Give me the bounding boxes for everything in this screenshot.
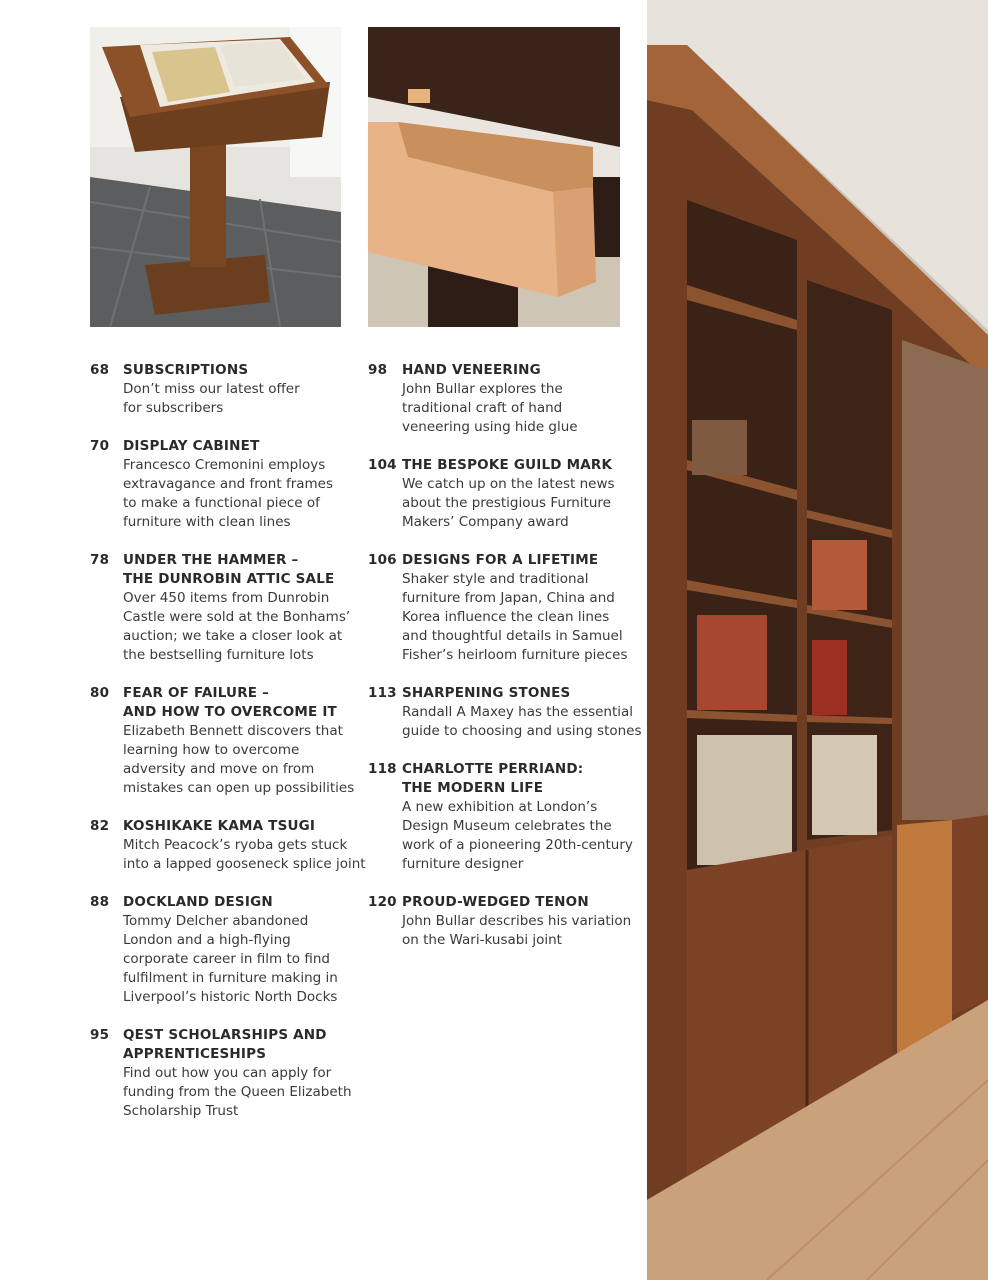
entry-spacer xyxy=(90,665,345,684)
article-title: FEAR OF FAILURE – xyxy=(123,685,270,701)
article-description: John Bullar explores the xyxy=(402,381,563,397)
article-description: Don’t miss our latest offer xyxy=(123,381,300,397)
article-description: We catch up on the latest news xyxy=(402,476,615,492)
entry-body xyxy=(402,893,631,950)
article-description: traditional craft of hand xyxy=(402,400,563,416)
article-title: PROUD-WEDGED TENON xyxy=(402,894,589,910)
article-description: corporate career in film to find xyxy=(123,951,330,967)
contents-entry[interactable] xyxy=(90,1026,352,1121)
article-description: Liverpool’s historic North Docks xyxy=(123,989,338,1005)
article-title: DOCKLAND DESIGN xyxy=(123,894,273,910)
contents-entry[interactable] xyxy=(368,361,626,437)
article-description: extravagance and front frames xyxy=(123,476,334,492)
article-description: guide to choosing and using stones xyxy=(402,723,642,739)
contents-entry[interactable] xyxy=(90,684,355,798)
contents-entry[interactable] xyxy=(368,684,642,741)
entry-spacer xyxy=(368,665,626,684)
article-description: adversity and move on from xyxy=(123,761,315,777)
entry-spacer xyxy=(368,874,626,893)
entry-spacer xyxy=(368,741,626,760)
entry-body xyxy=(402,361,626,437)
article-description: Randall A Maxey has the essential xyxy=(402,704,634,720)
contents-entry[interactable] xyxy=(90,551,351,665)
contents-entry[interactable] xyxy=(90,893,345,1007)
article-title: SHARPENING STONES xyxy=(402,685,571,701)
article-description: Castle were sold at the Bonhams’ xyxy=(123,609,351,625)
article-description: furniture designer xyxy=(402,856,524,872)
article-description: A new exhibition at London’s xyxy=(402,799,598,815)
page-number: 118 xyxy=(368,761,397,777)
article-title: SUBSCRIPTIONS xyxy=(123,362,249,378)
article-description: auction; we take a closer look at xyxy=(123,628,343,644)
article-description: the bestselling furniture lots xyxy=(123,647,314,663)
page-number: 80 xyxy=(90,685,110,701)
article-title: THE MODERN LIFE xyxy=(402,780,544,796)
article-title: THE BESPOKE GUILD MARK xyxy=(402,457,613,473)
article-title: APPRENTICESHIPS xyxy=(123,1046,267,1062)
entry-body xyxy=(402,551,628,665)
entry-body xyxy=(123,1026,352,1121)
contents-entry[interactable] xyxy=(368,760,633,874)
entry-body xyxy=(123,361,345,418)
contents-entry[interactable] xyxy=(90,361,345,418)
article-description: Over 450 items from Dunrobin xyxy=(123,590,330,606)
article-title: UNDER THE HAMMER – xyxy=(123,552,299,568)
page-number: 98 xyxy=(368,362,388,378)
article-description: Makers’ Company award xyxy=(402,514,569,530)
contents-right-column xyxy=(368,361,642,950)
article-description: into a lapped gooseneck splice joint xyxy=(123,856,366,872)
contents-entry[interactable] xyxy=(368,456,626,532)
entry-body xyxy=(123,893,345,1007)
page-number: 88 xyxy=(90,894,110,910)
article-description: London and a high-flying xyxy=(123,932,291,948)
entry-body xyxy=(123,684,354,798)
contents-entry[interactable] xyxy=(90,437,345,532)
page-number: 104 xyxy=(368,457,397,473)
contents-entry[interactable] xyxy=(368,551,626,665)
article-title: QEST SCHOLARSHIPS AND xyxy=(123,1027,327,1043)
entry-spacer xyxy=(90,874,345,893)
contents-entry[interactable] xyxy=(368,893,632,950)
article-description: Design Museum celebrates the xyxy=(402,818,612,834)
article-description: Mitch Peacock’s ryoba gets stuck xyxy=(123,837,348,853)
contents-entry[interactable] xyxy=(90,817,366,874)
entry-spacer xyxy=(90,418,345,437)
article-description: for subscribers xyxy=(123,400,224,416)
article-description: funding from the Queen Elizabeth xyxy=(123,1084,352,1100)
lectern-photo xyxy=(90,27,341,327)
article-description: and thoughtful details in Samuel xyxy=(402,628,623,644)
page-number: 68 xyxy=(90,362,110,378)
article-description: furniture from Japan, China and xyxy=(402,590,615,606)
article-description: Francesco Cremonini employs xyxy=(123,457,326,473)
article-description: Elizabeth Bennett discovers that xyxy=(123,723,343,739)
entry-spacer xyxy=(90,798,345,817)
contents-left-column xyxy=(90,361,366,1121)
article-description: Korea influence the clean lines xyxy=(402,609,610,625)
article-description: to make a functional piece of xyxy=(123,495,320,511)
article-description: Scholarship Trust xyxy=(123,1103,239,1119)
article-description: about the prestigious Furniture xyxy=(402,495,611,511)
page-number: 70 xyxy=(90,438,110,454)
entry-body xyxy=(123,437,345,532)
entry-body xyxy=(123,551,350,665)
page-number: 106 xyxy=(368,552,397,568)
article-description: learning how to overcome xyxy=(123,742,300,758)
article-description: furniture with clean lines xyxy=(123,514,291,530)
article-description: Fisher’s heirloom furniture pieces xyxy=(402,647,628,663)
article-description: work of a pioneering 20th-century xyxy=(402,837,633,853)
page-number: 82 xyxy=(90,818,110,834)
entry-spacer xyxy=(368,437,626,456)
article-title: AND HOW TO OVERCOME IT xyxy=(123,704,337,720)
entry-body xyxy=(402,760,633,874)
article-description: Find out how you can apply for xyxy=(123,1065,332,1081)
article-title: DISPLAY CABINET xyxy=(123,438,260,454)
article-title: THE DUNROBIN ATTIC SALE xyxy=(123,571,335,587)
entry-body xyxy=(402,684,642,741)
article-title: DESIGNS FOR A LIFETIME xyxy=(402,552,599,568)
article-description: fulfilment in furniture making in xyxy=(123,970,338,986)
entry-spacer xyxy=(90,1007,345,1026)
article-description: veneering using hide glue xyxy=(402,419,578,435)
entry-spacer xyxy=(90,532,345,551)
article-description: mistakes can open up possibilities xyxy=(123,780,355,796)
article-description: on the Wari-kusabi joint xyxy=(402,932,562,948)
entry-spacer xyxy=(368,532,626,551)
article-description: Tommy Delcher abandoned xyxy=(123,913,309,929)
page-number: 113 xyxy=(368,685,397,701)
page-number: 78 xyxy=(90,552,110,568)
hall-table-photo xyxy=(368,27,620,327)
article-title: KOSHIKAKE KAMA TSUGI xyxy=(123,818,316,834)
bookcase-photo xyxy=(647,0,988,1280)
article-description: Shaker style and traditional xyxy=(402,571,589,587)
article-title: CHARLOTTE PERRIAND: xyxy=(402,761,584,777)
page-number: 120 xyxy=(368,894,397,910)
page-number: 95 xyxy=(90,1027,110,1043)
entry-body xyxy=(123,817,366,874)
article-description: John Bullar describes his variation xyxy=(402,913,632,929)
entry-body xyxy=(402,456,626,532)
article-title: HAND VENEERING xyxy=(402,362,541,378)
